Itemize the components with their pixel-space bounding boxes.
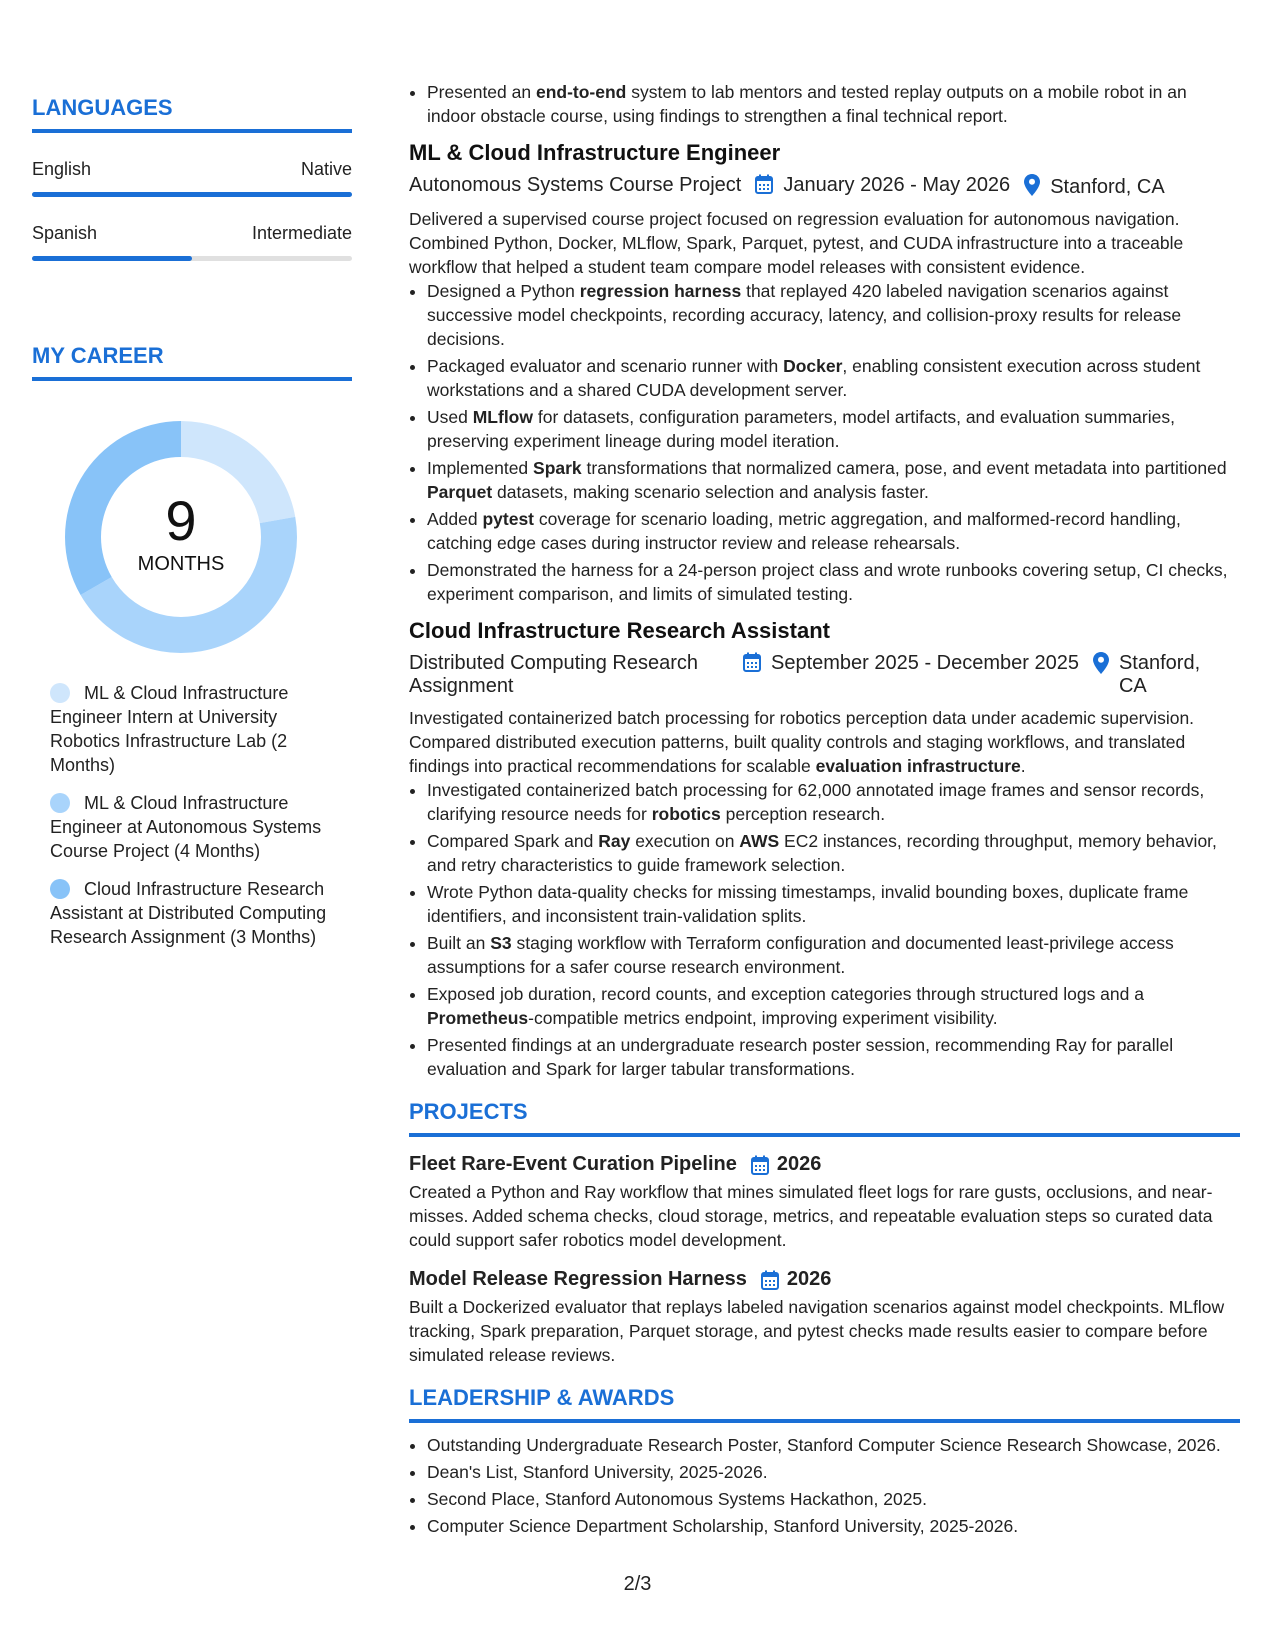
award-item: • Second Place, Stanford Autonomous Systems Hackathon, 2025. [427, 1487, 1240, 1511]
language-item-english [32, 159, 352, 197]
language-item-spanish [32, 223, 352, 261]
career-total-unit: MONTHS [137, 553, 225, 575]
job-bullets [409, 279, 1240, 606]
projects-title-rule [409, 1133, 1240, 1137]
bullet-item: • Investigated containerized batch processing for 62,000 annotated image frames and sensor records, clarifying resource needs for robotics perception research. [427, 778, 1240, 826]
calendar-icon [743, 652, 761, 672]
calendar-icon [761, 1270, 779, 1290]
language-level-bar [32, 192, 352, 197]
left-column [32, 95, 352, 963]
career-title: MY CAREER [32, 343, 164, 368]
leadership-title: LEADERSHIP & AWARDS [409, 1385, 675, 1410]
project-entry [409, 1153, 1240, 1252]
job-title: Cloud Infrastructure Research Assistant [409, 618, 830, 643]
bullet-item: • Packaged evaluator and scenario runner with Docker, enabling consistent execution across student workstations and a shared CUDA development server. [427, 354, 1240, 402]
leadership-section [409, 1385, 1240, 1538]
location-pin-icon [1093, 652, 1109, 674]
language-level-fill [32, 256, 192, 261]
page-number: 2/3 [623, 1573, 652, 1595]
bullet-item: • Presented an end-to-end system to lab mentors and tested replay outputs on a mobile robot in an indoor obstacle course, using findings to strengthen a final technical report. [427, 80, 1240, 128]
legend-dot [50, 683, 70, 703]
project-name: Fleet Rare-Event Curation Pipeline [409, 1153, 737, 1175]
legend-dot [50, 879, 70, 899]
bullet-item: • Compared Spark and Ray execution on AWS EC2 instances, recording throughput, memory behavior, and retry characteristics to guide framework selection. [427, 829, 1240, 877]
bullet-item: • Exposed job duration, record counts, and exception categories through structured logs and a Prometheus-compatible metrics endpoint, improving experiment visibility. [427, 982, 1240, 1030]
previous-job-bullets [409, 80, 1240, 128]
job-description: Investigated containerized batch processing for robotics perception data under academic supervision. Compared distributed execution patterns, built quality controls and staging workflows, and translated findings into practical recommendations for scalable evaluation infrastructure. [409, 708, 1195, 776]
languages-title: LANGUAGES [32, 95, 173, 120]
job-description: Delivered a supervised course project focused on regression evaluation for autonomous navigation. Combined Python, Docker, MLflow, Spark, Parquet, pytest, and CUDA infrastructure into a traceable workflow that helped a student team compare model releases with consistent evidence. [409, 209, 1184, 277]
location-pin-icon [1024, 174, 1040, 196]
job-dates: January 2026 - May 2026 [783, 174, 1011, 196]
career-legend-item [50, 877, 352, 949]
job-bullets [409, 778, 1240, 1081]
legend-label: Cloud Infrastructure Research Assistant at Distributed Computing Research Assignment (3 Months) [50, 879, 327, 947]
experience-entry [409, 618, 1240, 1081]
languages-title-rule [32, 129, 352, 133]
project-description: Built a Dockerized evaluator that replays labeled navigation scenarios against model checkpoints. MLflow tracking, Spark preparation, Parquet storage, and pytest checks made results easier to compare before simulated release reviews. [409, 1297, 1225, 1365]
languages-section [32, 95, 352, 261]
language-name: English [32, 159, 92, 179]
job-org: Distributed Computing Research Assignment [409, 652, 699, 697]
experience-entry [409, 140, 1240, 606]
award-item: • Outstanding Undergraduate Research Poster, Stanford Computer Science Research Showcase, 2026. [427, 1433, 1240, 1457]
bullet-item: • Implemented Spark transformations that normalized camera, pose, and event metadata into partitioned Parquet datasets, making scenario selection and analysis faster. [427, 456, 1240, 504]
bullet-item: • Added pytest coverage for scenario loading, metric aggregation, and malformed-record handling, catching edge cases during instructor review and release rehearsals. [427, 507, 1240, 555]
leadership-list [409, 1433, 1240, 1538]
project-entry [409, 1268, 1240, 1367]
job-org: Autonomous Systems Course Project [409, 174, 742, 196]
project-year: 2026 [786, 1268, 832, 1290]
language-level-fill [32, 192, 352, 197]
right-column [409, 80, 1240, 1541]
job-location: Stanford, CA [1050, 176, 1165, 198]
language-level: Native [300, 159, 352, 179]
project-year: 2026 [776, 1153, 822, 1175]
project-description: Created a Python and Ray workflow that mines simulated fleet logs for rare gusts, occlusions, and near-misses. Added schema checks, cloud storage, metrics, and repeatable evaluation steps so curated data could support safer robotics model development. [409, 1182, 1213, 1250]
career-legend [50, 681, 352, 949]
award-item: • Dean's List, Stanford University, 2025-2026. [427, 1460, 1240, 1484]
career-total-months: 9 [165, 489, 197, 552]
bullet-item: • Demonstrated the harness for a 24-person project class and wrote runbooks covering setup, CI checks, experiment comparison, and limits of simulated testing. [427, 558, 1240, 606]
bullet-item: • Wrote Python data-quality checks for missing timestamps, invalid bounding boxes, duplicate frame identifiers, and inconsistent train-validation splits. [427, 880, 1240, 928]
job-meta [409, 652, 1240, 698]
language-name: Spanish [32, 223, 98, 243]
bullet-item: • Built an S3 staging workflow with Terraform configuration and documented least-privilege access assumptions for a safer course research environment. [427, 931, 1240, 979]
bullet-item: • Designed a Python regression harness that replayed 420 labeled navigation scenarios against successive model checkpoints, recording accuracy, latency, and collision-proxy results for release decisions. [427, 279, 1240, 351]
projects-section [409, 1099, 1240, 1367]
job-dates: September 2025 - December 2025 [771, 652, 1079, 674]
career-legend-item [50, 791, 352, 863]
calendar-icon [751, 1155, 769, 1175]
calendar-icon [755, 174, 773, 194]
legend-label: ML & Cloud Infrastructure Engineer Intern at University Robotics Infrastructure Lab (2 Months) [50, 683, 289, 775]
career-legend-item [50, 681, 352, 777]
language-level: Intermediate [251, 223, 352, 243]
language-level-bar [32, 256, 352, 261]
legend-label: ML & Cloud Infrastructure Engineer at Autonomous Systems Course Project (4 Months) [50, 793, 322, 861]
award-item: • Computer Science Department Scholarship, Stanford University, 2025-2026. [427, 1514, 1240, 1538]
job-location: Stanford, CA [1118, 652, 1201, 697]
leadership-title-rule [409, 1419, 1240, 1423]
job-meta [409, 174, 1240, 199]
bullet-item: • Used MLflow for datasets, configuration parameters, model artifacts, and evaluation summaries, preserving experiment lineage during model iteration. [427, 405, 1240, 453]
career-title-rule [32, 377, 352, 381]
career-section [32, 343, 352, 949]
project-name: Model Release Regression Harness [409, 1268, 747, 1290]
bullet-item: • Presented findings at an undergraduate research poster session, recommending Ray for parallel evaluation and Spark for larger tabular transformations. [427, 1033, 1240, 1081]
job-title: ML & Cloud Infrastructure Engineer [409, 140, 781, 165]
career-donut-chart [65, 421, 297, 653]
legend-dot [50, 793, 70, 813]
projects-title: PROJECTS [409, 1099, 528, 1124]
